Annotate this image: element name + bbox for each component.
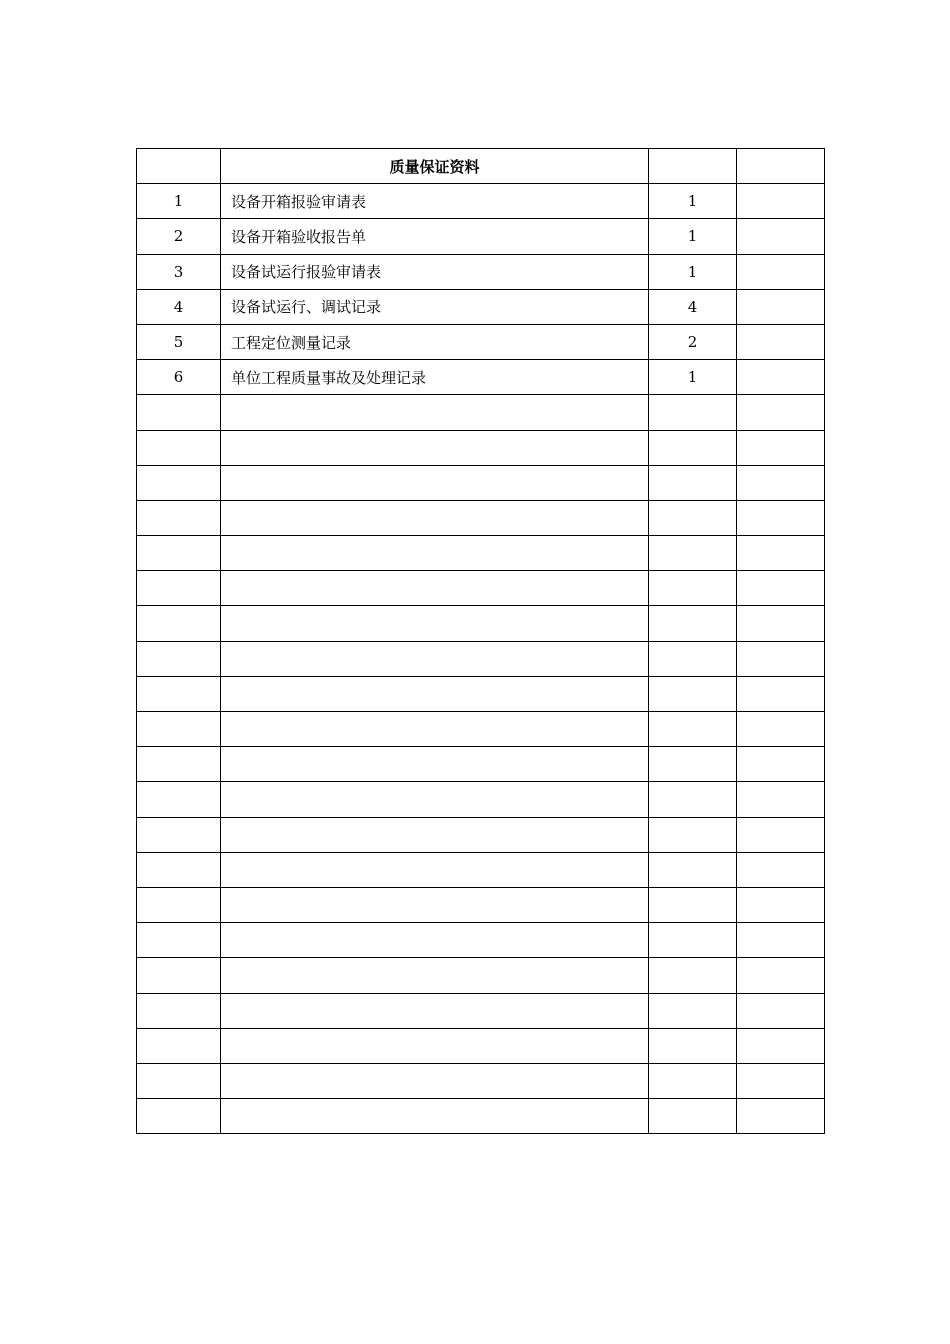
empty-cell [649, 782, 737, 817]
header-row [137, 149, 825, 184]
empty-table-row [137, 465, 825, 500]
empty-cell [137, 1063, 221, 1098]
table-row [137, 219, 825, 254]
empty-cell [649, 500, 737, 535]
empty-table-row [137, 782, 825, 817]
empty-cell [137, 430, 221, 465]
table-row [137, 184, 825, 219]
empty-cell [737, 465, 825, 500]
empty-cell [737, 1063, 825, 1098]
header-remark-cell [737, 149, 825, 184]
empty-cell [649, 641, 737, 676]
empty-cell [221, 430, 649, 465]
empty-cell [737, 1028, 825, 1063]
empty-cell [137, 465, 221, 500]
empty-cell [737, 958, 825, 993]
table-row [137, 254, 825, 289]
empty-table-row [137, 676, 825, 711]
header-qty-cell [649, 149, 737, 184]
empty-cell [137, 500, 221, 535]
empty-cell [649, 887, 737, 922]
row-remark-cell [737, 289, 825, 324]
empty-cell [221, 1099, 649, 1134]
empty-cell [137, 395, 221, 430]
row-remark-cell [737, 254, 825, 289]
empty-cell [649, 923, 737, 958]
empty-cell [737, 606, 825, 641]
empty-cell [649, 1028, 737, 1063]
empty-table-row [137, 712, 825, 747]
empty-cell [737, 395, 825, 430]
header-no-cell [137, 149, 221, 184]
row-qty-cell: 1 [649, 184, 737, 219]
empty-table-row [137, 395, 825, 430]
table-row [137, 289, 825, 324]
empty-table-row [137, 747, 825, 782]
row-number-cell: 1 [137, 184, 221, 219]
row-number-cell: 5 [137, 324, 221, 359]
empty-cell [137, 641, 221, 676]
empty-cell [737, 571, 825, 606]
empty-cell [737, 817, 825, 852]
empty-cell [737, 782, 825, 817]
empty-cell [221, 747, 649, 782]
row-remark-cell [737, 360, 825, 395]
empty-cell [649, 430, 737, 465]
empty-cell [221, 993, 649, 1028]
empty-cell [737, 641, 825, 676]
empty-cell [649, 606, 737, 641]
empty-cell [221, 852, 649, 887]
row-remark-cell [737, 184, 825, 219]
empty-cell [649, 465, 737, 500]
empty-cell [649, 817, 737, 852]
empty-cell [649, 1063, 737, 1098]
row-name-cell: 设备试运行报验审请表 [221, 254, 649, 289]
row-qty-cell: 4 [649, 289, 737, 324]
empty-cell [221, 887, 649, 922]
empty-cell [649, 395, 737, 430]
empty-cell [737, 923, 825, 958]
empty-cell [737, 712, 825, 747]
row-qty-cell: 2 [649, 324, 737, 359]
empty-cell [649, 993, 737, 1028]
empty-cell [221, 923, 649, 958]
empty-cell [737, 500, 825, 535]
empty-table-row [137, 641, 825, 676]
row-number-cell: 3 [137, 254, 221, 289]
empty-table-row [137, 923, 825, 958]
empty-cell [221, 958, 649, 993]
empty-cell [221, 465, 649, 500]
empty-cell [137, 676, 221, 711]
empty-cell [137, 571, 221, 606]
empty-cell [137, 852, 221, 887]
empty-cell [137, 887, 221, 922]
row-remark-cell [737, 324, 825, 359]
row-number-cell: 2 [137, 219, 221, 254]
table-body [137, 149, 825, 1134]
empty-cell [737, 887, 825, 922]
empty-cell [221, 571, 649, 606]
empty-table-row [137, 571, 825, 606]
empty-cell [649, 747, 737, 782]
row-qty-cell: 1 [649, 254, 737, 289]
empty-cell [137, 712, 221, 747]
empty-table-row [137, 817, 825, 852]
empty-cell [221, 712, 649, 747]
empty-cell [737, 430, 825, 465]
empty-table-row [137, 1099, 825, 1134]
empty-cell [137, 993, 221, 1028]
empty-cell [221, 500, 649, 535]
empty-table-row [137, 993, 825, 1028]
empty-cell [737, 536, 825, 571]
empty-cell [221, 395, 649, 430]
empty-cell [221, 606, 649, 641]
row-qty-cell: 1 [649, 219, 737, 254]
empty-cell [137, 536, 221, 571]
row-name-cell: 单位工程质量事故及处理记录 [221, 360, 649, 395]
header-title-cell: 质量保证资料 [221, 149, 649, 184]
empty-cell [649, 676, 737, 711]
empty-cell [649, 852, 737, 887]
empty-table-row [137, 1063, 825, 1098]
empty-table-row [137, 500, 825, 535]
empty-cell [137, 1028, 221, 1063]
empty-cell [649, 571, 737, 606]
empty-table-row [137, 430, 825, 465]
empty-table-row [137, 887, 825, 922]
empty-cell [649, 712, 737, 747]
empty-table-row [137, 958, 825, 993]
empty-cell [737, 747, 825, 782]
empty-cell [137, 1099, 221, 1134]
empty-cell [737, 676, 825, 711]
empty-cell [137, 747, 221, 782]
empty-table-row [137, 536, 825, 571]
empty-cell [137, 606, 221, 641]
empty-cell [649, 1099, 737, 1134]
empty-cell [221, 1028, 649, 1063]
row-name-cell: 设备试运行、调试记录 [221, 289, 649, 324]
empty-cell [737, 1099, 825, 1134]
table-row [137, 324, 825, 359]
row-remark-cell [737, 219, 825, 254]
empty-cell [221, 817, 649, 852]
empty-cell [137, 782, 221, 817]
row-number-cell: 6 [137, 360, 221, 395]
empty-cell [221, 676, 649, 711]
empty-cell [221, 782, 649, 817]
empty-cell [137, 923, 221, 958]
row-name-cell: 工程定位测量记录 [221, 324, 649, 359]
empty-cell [221, 536, 649, 571]
row-name-cell: 设备开箱报验审请表 [221, 184, 649, 219]
quality-documents-table [136, 148, 825, 1134]
empty-cell [649, 536, 737, 571]
empty-cell [137, 817, 221, 852]
empty-cell [737, 993, 825, 1028]
empty-cell [737, 852, 825, 887]
row-qty-cell: 1 [649, 360, 737, 395]
row-name-cell: 设备开箱验收报告单 [221, 219, 649, 254]
empty-cell [137, 958, 221, 993]
empty-table-row [137, 606, 825, 641]
empty-table-row [137, 852, 825, 887]
row-number-cell: 4 [137, 289, 221, 324]
table-row [137, 360, 825, 395]
empty-cell [221, 1063, 649, 1098]
empty-cell [221, 641, 649, 676]
empty-cell [649, 958, 737, 993]
empty-table-row [137, 1028, 825, 1063]
